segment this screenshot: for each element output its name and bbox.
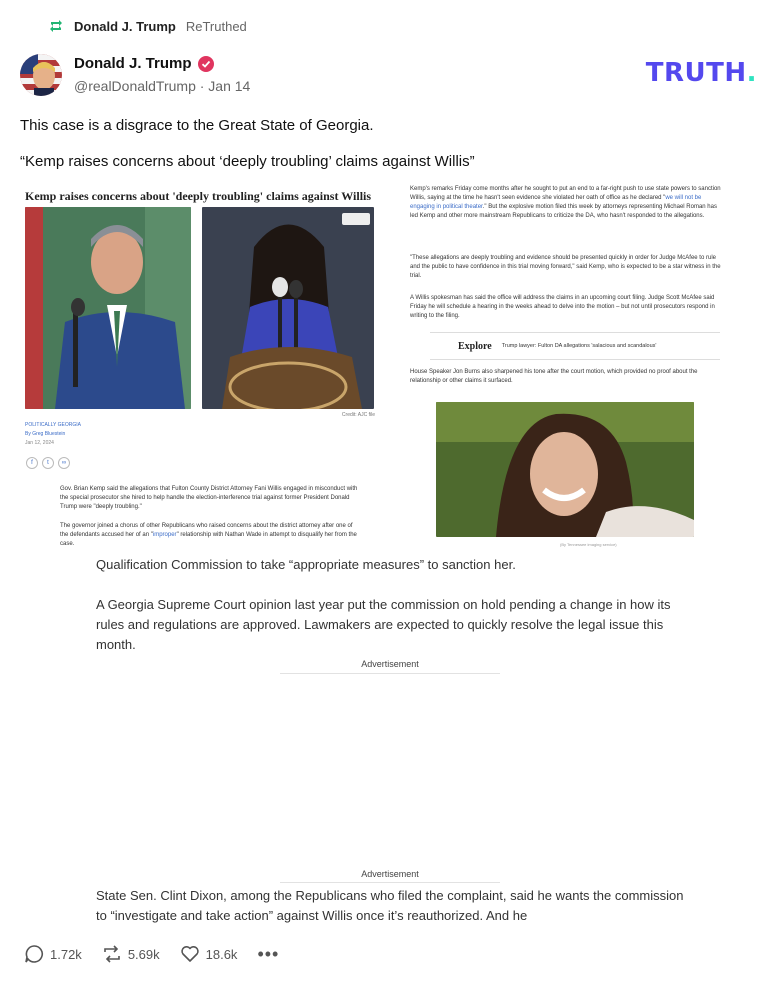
handle-date: @realDonaldTrump · Jan 14 [74,78,251,94]
article-line: Qualification Commission to take “appropriate measures” to sanction her. [96,557,516,572]
article-paragraph: State Sen. Clint Dixon, among the Republicans who filed the complaint, said he wants the commission to “investigate and take action” against Willis once it’s reauthorized. And he [96,888,684,923]
retruth-author[interactable]: Donald J. Trump [74,18,176,34]
retruth-icon [102,944,122,964]
post-image-collage[interactable] [20,182,760,927]
link-icon[interactable]: ∞ [58,457,70,469]
article-headline: Kemp raises concerns about 'deeply troubling' claims against Willis [25,189,372,203]
logo-dot: . [746,58,757,88]
para-text: Kemp's remarks Friday come months after he sought to put an end to a far-right push to use state powers to sanction Willis, saying at the time he hasn't seen evidence she violated her oath of office as he declared " [410,186,721,201]
article-paragraph: Gov. Brian Kemp said the allegations that Fulton County District Attorney Fani Willis engaged in misconduct with the special prosecutor she hired to help handle the election-interference trial against former President Donald Trump were "deeply troubling." [60,486,358,510]
explore-link[interactable]: Trump lawyer: Fulton DA allegations 'salacious and scandalous' [501,343,657,349]
share-row [26,457,70,469]
article-left [20,182,385,557]
reply-count: 1.72k [50,946,82,962]
action-bar [24,944,279,964]
advertisement-label: Advertisement [361,659,419,669]
facebook-icon[interactable]: f [26,457,38,469]
para-text: ." But the explosive motion filed this week by attorneys representing Michael Roman has led Kemp and other more mainstream Republicans to criticize the DA, who hasn't responded to the allegations. [410,204,717,219]
advertisement-label: Advertisement [361,869,419,879]
retruth-icon [48,18,64,34]
para-text: " relationship with Nathan Wade in attempt to disqualify her from the case. [60,532,357,547]
byline: By Greg Bluestein [25,431,66,437]
post-author [74,55,250,94]
para-text: The governor joined a chorus of other Republicans who raised concerns about the district attorney after one of the defendants accused her of an " [60,523,353,538]
improper-link[interactable]: improper [152,532,177,538]
explore-box[interactable] [430,332,720,360]
author-name[interactable]: Donald J. Trump [74,55,192,72]
photo-kemp [25,207,191,409]
article-paragraph: A Georgia Supreme Court opinion last year put the commission on hold pending a change in how its rules and regulations are approved. Lawmakers are expected to quickly resolve the legal issue this month. [96,597,671,652]
verified-badge-icon [198,56,214,72]
article-link[interactable]: we will not be engaging in political theater [410,195,702,210]
logo-text: TRUTH [645,58,747,88]
post-text-line1: This case is a disgrace to the Great State of Georgia. [20,117,374,134]
retruth-count: 5.69k [127,946,160,962]
post-text-line2: “Kemp raises concerns about ‘deeply troubling’ claims against Willis” [20,153,475,170]
avatar[interactable] [20,54,62,96]
retruth-label: ReTruthed [185,18,247,34]
retruth-button[interactable] [102,944,160,964]
article-date: Jan 12, 2024 [25,440,54,446]
twitter-icon[interactable]: t [42,457,54,469]
divider [280,673,500,674]
section-label: POLITICALLY GEORGIA [25,422,81,428]
article-paragraph: A Willis spokesman has said the office will address the claims in an upcoming court filing. Judge Scott McAfee said Friday he will schedule a hearing in the weeks ahead to delve into the motion – but not until prosecutors respond in writing to the filing. [410,295,715,319]
reply-icon [24,944,44,964]
retruth-header [48,18,247,34]
article-right [410,182,760,547]
article-paragraph [410,185,725,221]
more-button[interactable] [257,944,280,964]
photo-caption: (By Tennessee imaging service) [560,542,617,547]
photo-woman [436,402,694,537]
truth-logo [646,58,757,88]
like-button[interactable] [180,944,238,964]
more-icon: ••• [257,944,280,964]
heart-icon [180,944,200,964]
like-count: 18.6k [205,946,238,962]
explore-title: Explore [458,340,492,352]
article-paragraph: House Speaker Jon Burns also sharpened his tone after the court motion, which provided no proof about the relationship or other claims it surfaced. [410,369,698,384]
photo-willis [202,207,374,409]
reply-button[interactable] [24,944,82,964]
article-paragraph [60,522,360,549]
article-paragraph: "These allegations are deeply troubling and evidence should be presented quickly in order for Judge McAfee to rule and the public to have confidence in this trial moving forward," said Kemp, who is expected to be a star witness in the trial. [410,255,721,279]
photo-credit: Credit: AJC file [341,412,375,418]
divider [280,882,500,883]
